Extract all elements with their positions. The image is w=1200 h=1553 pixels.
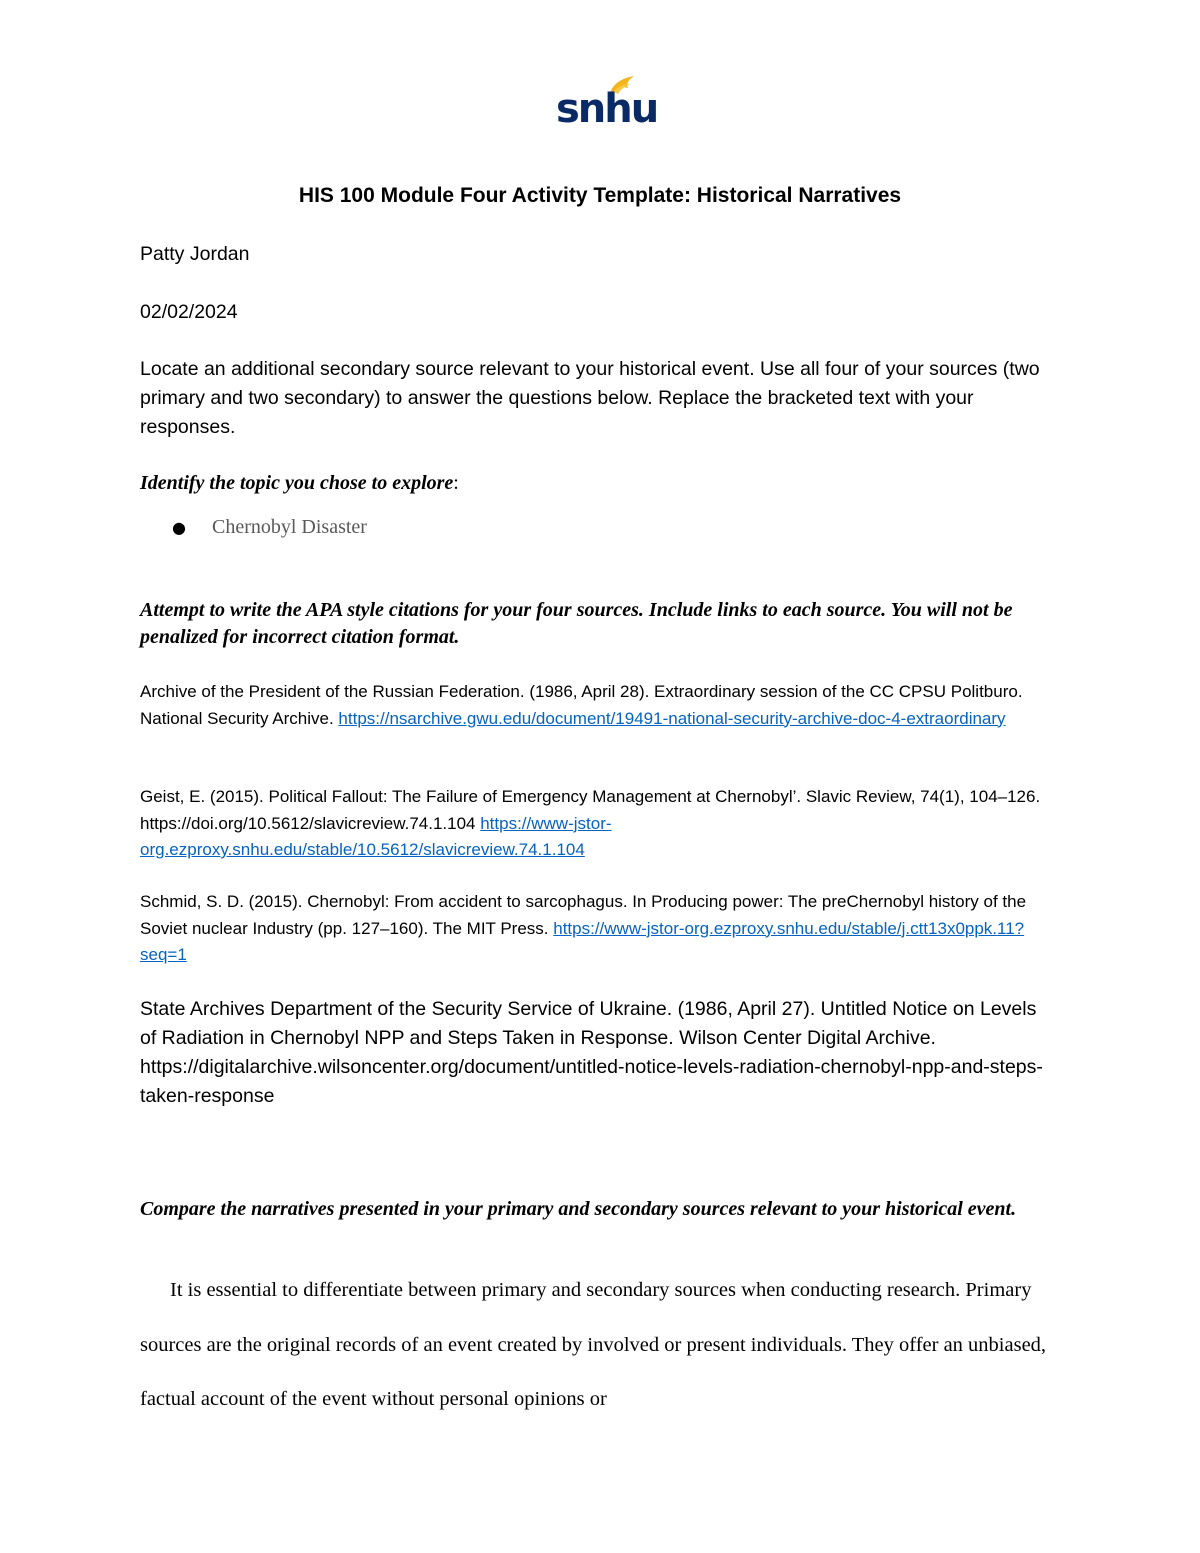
topic-bullet-text: Chernobyl Disaster xyxy=(212,515,367,538)
topic-prompt-colon: : xyxy=(453,472,459,494)
snhu-logo xyxy=(552,72,658,134)
instructions-paragraph: Locate an additional secondary source relevant to your historical event. Use all four of your sources (two primary and two secondary) to answer the questions below. Replace the bracketed text with your responses. xyxy=(140,358,1040,438)
citation-2 xyxy=(140,784,1050,864)
citation-3-text: Schmid, S. D. (2015). Chernobyl: From accident to sarcophagus. In Producing power: The preChernobyl history of the Soviet nuclear Industry (pp. 127–160). The MIT Press. xyxy=(140,892,1027,938)
citation-1 xyxy=(140,679,1050,732)
topic-prompt-text: Identify the topic you chose to explore xyxy=(140,472,454,494)
body-paragraph-text: It is essential to differentiate between primary and secondary sources when conducting research. Primary sources are the original records of an event created by involved or present individuals. They offer an unbiased, factual account of the event without personal opinions or xyxy=(140,1279,1047,1410)
citation-4: State Archives Department of the Security Service of Ukraine. (1986, April 27). Untitled Notice on Levels of Radiation in Chernobyl NPP and Steps Taken in Response. Wilson Center Digital Archive. https://digitalarchive.wilsoncenter.org/document/untitled-notice-levels-radiation-chernobyl-npp-and-steps-taken-response xyxy=(140,998,1043,1107)
citation-1-link[interactable]: https://nsarchive.gwu.edu/document/19491-national-security-archive-doc-4-extraordinary xyxy=(338,708,1006,728)
citation-1-text: Archive of the President of the Russian Federation. (1986, April 28). Extraordinary session of the CC CPSU Politburo. National Security Archive. xyxy=(140,682,1023,728)
citation-2-text: Geist, E. (2015). Political Fallout: The Failure of Emergency Management at Chernobyl’. Slavic Review, 74(1), 104–126. https://doi.org/10.5612/slavicreview.74.1.104 xyxy=(140,787,1041,833)
citations-prompt: Attempt to write the APA style citations for your four sources. Include links to each source. You will not be penalized for incorrect citation format. xyxy=(140,599,1013,648)
bullet-icon: ● xyxy=(172,517,186,537)
citation-3-link[interactable]: https://www-jstor-org.ezproxy.snhu.edu/stable/j.ctt13x0ppk.11?seq=1 xyxy=(140,918,1025,964)
topic-prompt xyxy=(140,469,1050,497)
citation-3 xyxy=(140,889,1050,969)
compare-prompt: Compare the narratives presented in your primary and secondary sources relevant to your historical event. xyxy=(140,1198,1017,1220)
page-title: HIS 100 Module Four Activity Template: Historical Narratives xyxy=(298,184,902,207)
body-paragraph xyxy=(140,1263,1050,1427)
logo-wordmark: snhu xyxy=(556,86,658,132)
author-name: Patty Jordan xyxy=(140,243,250,265)
citation-2-link[interactable]: https://www-jstor-org.ezproxy.snhu.edu/stable/10.5612/slavicreview.74.1.104 xyxy=(140,813,612,859)
topic-bullet xyxy=(172,512,367,542)
document-date: 02/02/2024 xyxy=(140,301,238,323)
